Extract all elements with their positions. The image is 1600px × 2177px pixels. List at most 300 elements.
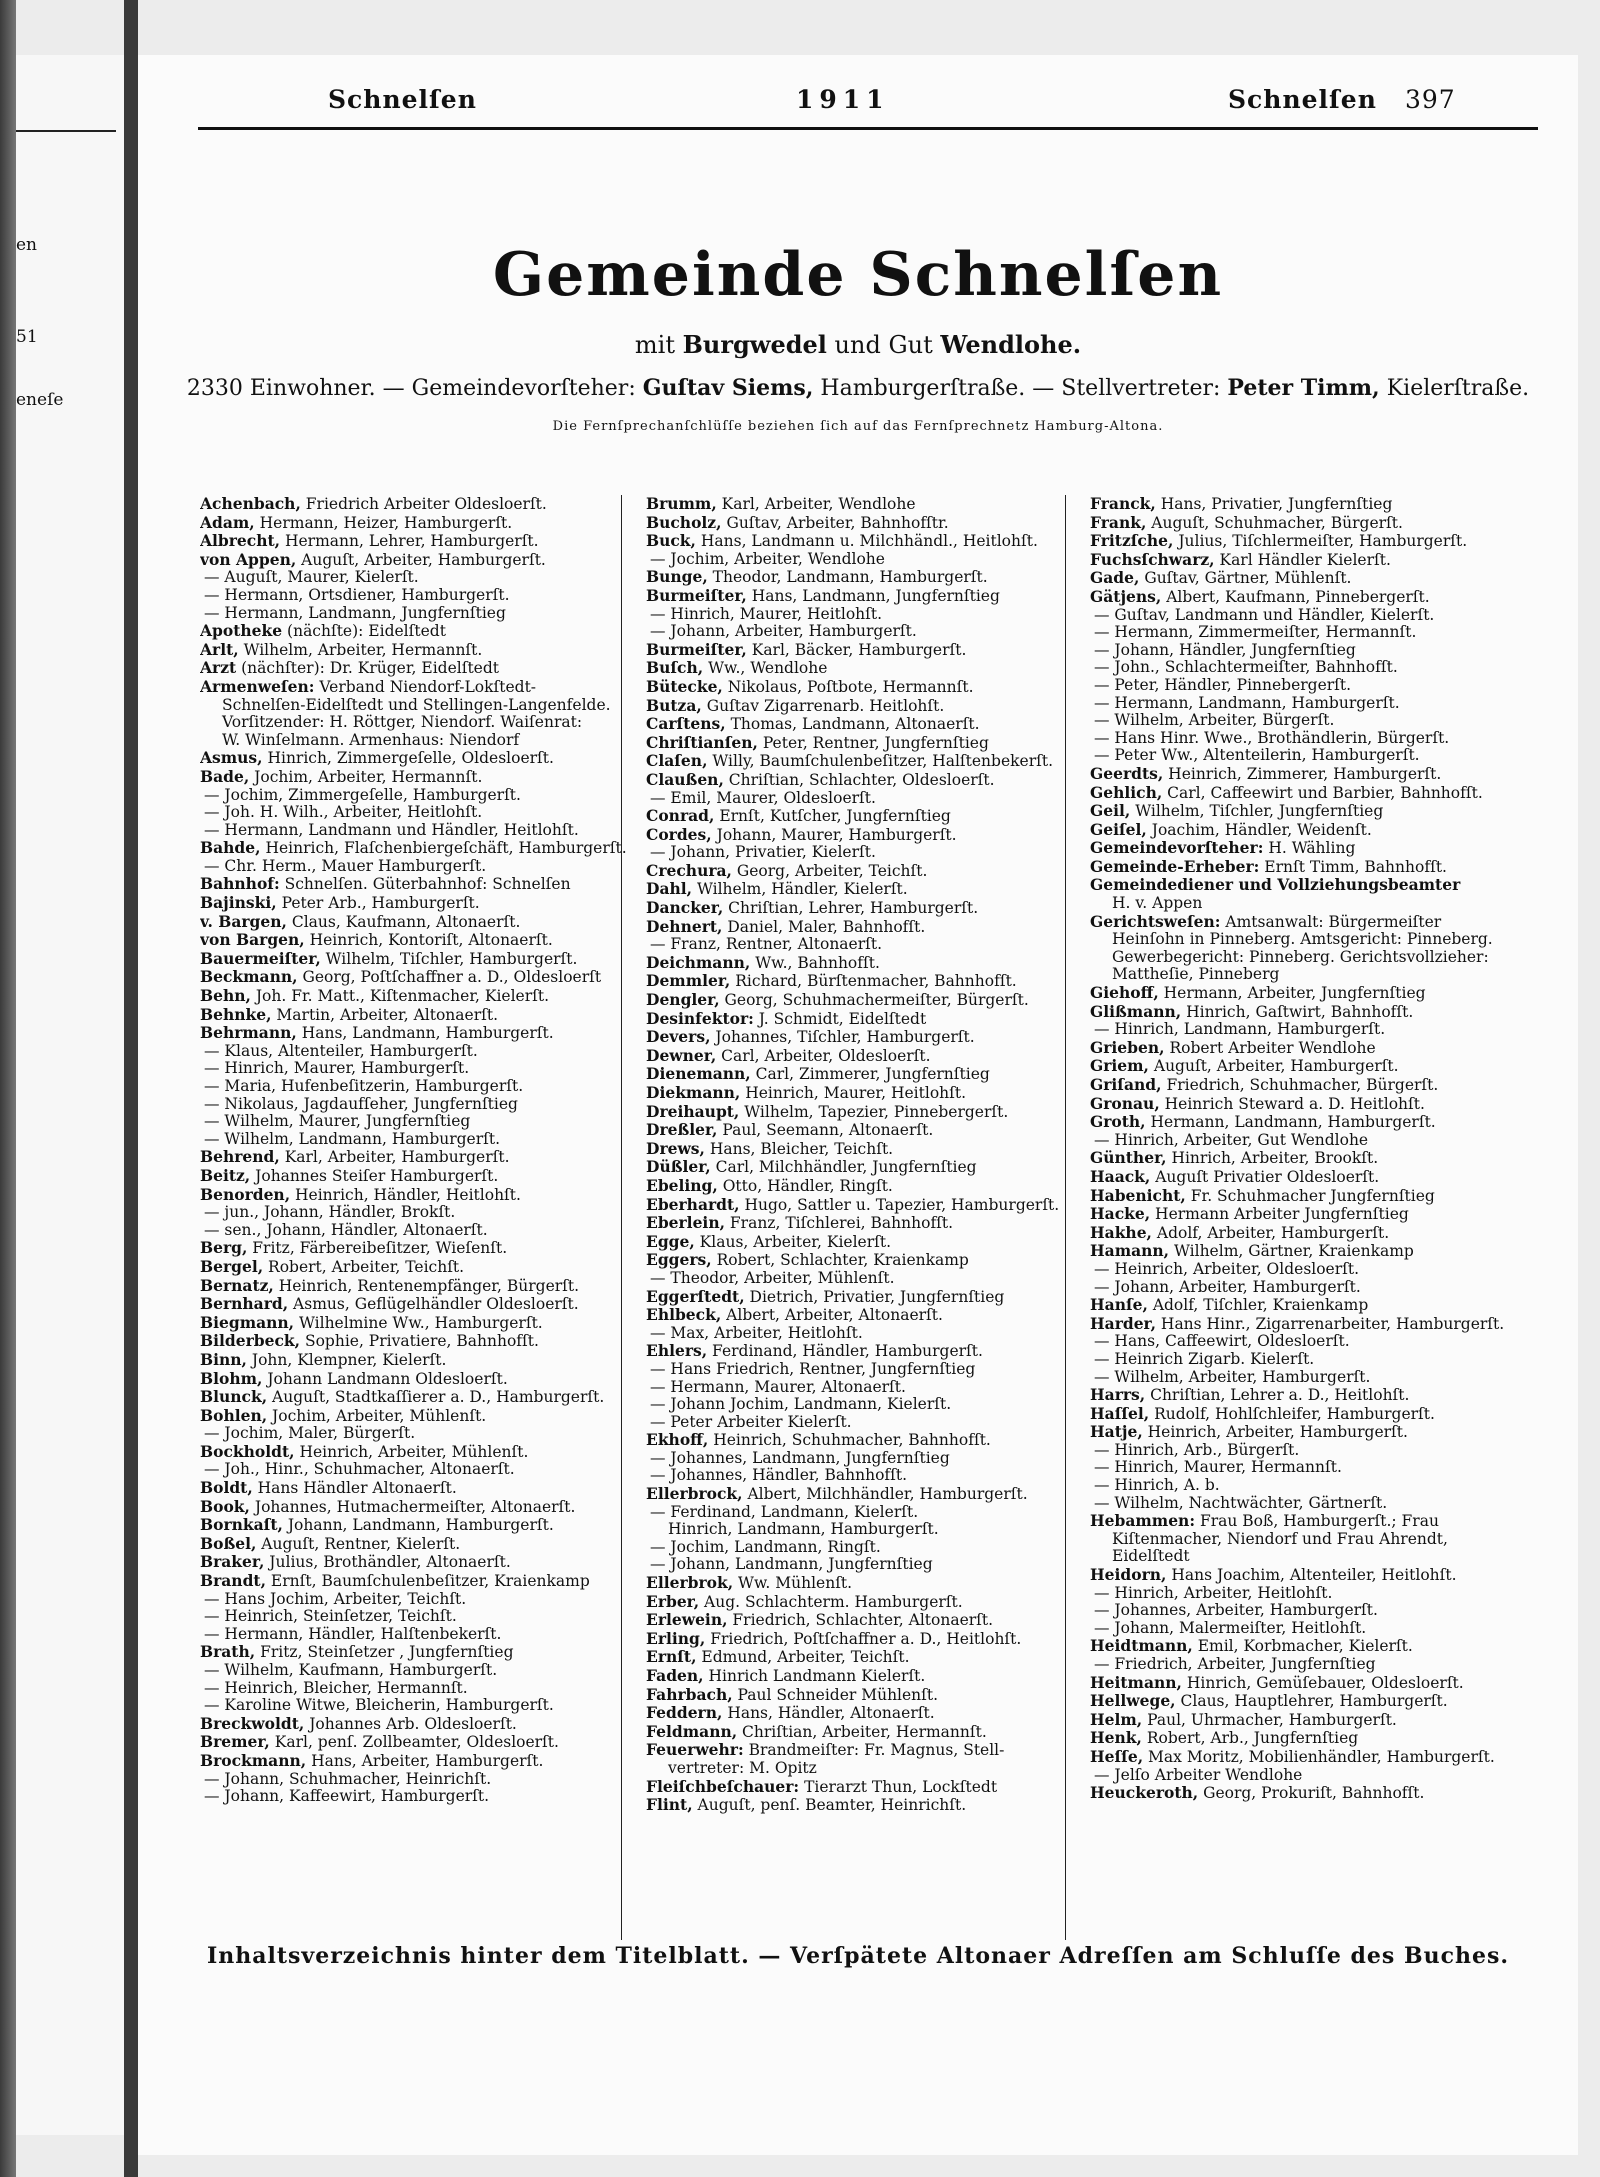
entry-details: Brandmeiſter: Fr. Magnus, Stell- [743,1741,1005,1760]
entry-details: — Johann, Händler, Jungfernſtieg [1094,641,1356,659]
directory-column-2 [646,495,1076,1815]
entry-name: Faden, [646,1667,704,1685]
entry-details: Albert, Kaufmann, Pinnebergerſt. [1161,587,1430,606]
directory-entry [200,1167,630,1186]
directory-entry [200,697,630,715]
directory-entry [646,495,1076,514]
entry-details: Auguſt, Arbeiter, Hamburgerſt. [1148,1057,1399,1076]
entry-details: — Franz, Rentner, Altonaerſt. [650,936,883,954]
entry-details: Paul Schneider Mühlenſt. [732,1685,939,1704]
directory-entry [1090,1187,1530,1206]
entry-details: — John., Schlachtermeiſter, Bahnhofſt. [1094,659,1398,677]
directory-entry [646,1270,1076,1288]
directory-page [138,55,1578,2155]
entry-name: Asmus, [200,749,263,768]
directory-entry [1090,607,1530,625]
entry-details: — Nikolaus, Jagdaufſeher, Jungfernſtieg [204,1095,518,1113]
directory-entry [646,551,1076,569]
entry-details: Wilhelm, Händler, Kielerſt. [692,880,908,899]
entry-details: — Maria, Hufenbeſitzerin, Hamburgerſt. [204,1078,524,1095]
directory-entry [1090,1495,1530,1513]
entry-details: Wilhelm, Gärtner, Kraienkamp [1169,1242,1414,1261]
entry-details: Carl, Caffeewirt und Barbier, Bahnhofſt. [1162,783,1483,802]
entry-name: Braker, [200,1553,265,1572]
directory-entry [1090,1224,1530,1243]
entry-name: Biegmann, [200,1313,295,1332]
entry-name: Bunge, [646,568,708,587]
entry-details: — Chr. Herm., Mauer Hamburgerſt. [204,857,487,875]
directory-entry [646,734,1076,753]
entry-details: — Wilhelm, Maurer, Jungfernſtieg [204,1113,471,1131]
entry-details: Johann, Maurer, Hamburgerſt. [711,825,957,844]
entry-details: Hinrich Landmann Kielerſt. [703,1667,926,1685]
directory-entry [646,1140,1076,1159]
entry-details: Hinrich, Zimmergeſelle, Oldesloerſt. [262,749,554,768]
directory-entry [646,826,1076,845]
directory-entry [200,1388,630,1407]
entry-name: Ellerbrok, [646,1574,734,1593]
directory-entry [1090,1261,1530,1279]
entry-name: Bergel, [200,1257,264,1276]
directory-entry [646,771,1076,790]
entry-details: Friedrich, Poſtſchaffner a. D., Heitlohſt. [705,1629,1022,1648]
entry-details: — Peter, Händler, Pinnebergerſt. [1094,676,1352,694]
directory-entry [646,972,1076,991]
entry-details: Chriſtian, Lehrer, Hamburgerſt. [723,899,979,918]
entry-name: Behnke, [200,1005,272,1024]
entry-name: Hacke, [1090,1205,1151,1224]
entry-details: Wilhelm, Arbeiter, Hermannſt. [238,640,483,659]
entry-name: Günther, [1090,1149,1167,1168]
directory-entry [646,1288,1076,1307]
entry-details: — Johann, Malermeiſter, Heitlohſt. [1094,1619,1367,1637]
entry-name: Bernhard, [200,1295,289,1314]
entry-details: Klaus, Arbeiter, Kielerſt. [694,1232,892,1251]
entry-details: Friedrich, Schlachter, Altonaerſt. [727,1611,994,1630]
directory-entry [646,1047,1076,1066]
entry-name: Deichmann, [646,953,751,972]
entry-name: Carſtens, [646,715,726,734]
entry-name: Ehlbeck, [646,1306,722,1325]
directory-entry [646,1414,1076,1432]
entry-details: Tierarzt Thun, Lockſtedt [799,1777,998,1796]
entry-details: Karl, Arbeiter, Hamburgerſt. [279,1148,510,1167]
directory-entry [200,1043,630,1061]
entry-details: Karl, penſ. Zollbeamter, Oldesloerſt. [269,1733,559,1752]
directory-entry [646,1704,1076,1723]
entry-name: Boldt, [200,1479,253,1498]
entry-name: Beitz, [200,1166,251,1185]
directory-entry [200,839,630,858]
entry-details: Joachim, Händler, Weidenſt. [1146,820,1372,839]
entry-details: Hinrich, Gemüſebauer, Oldesloerſt. [1181,1673,1464,1692]
entry-details: — Wilhelm, Arbeiter, Bürgerſt. [1094,712,1335,730]
header-rule [198,127,1538,130]
directory-entry [1090,1423,1530,1442]
entry-details: — Jochim, Arbeiter, Wendlohe [650,550,885,568]
directory-entry [200,605,630,623]
directory-entry [200,822,630,840]
entry-details: — Theodor, Arbeiter, Mühlenſt. [650,1269,895,1287]
entry-name: Bajinski, [200,894,277,913]
directory-entry [1090,1784,1530,1803]
directory-entry [200,1258,630,1277]
directory-entry [1090,1386,1530,1405]
entry-name: Bucholz, [646,513,722,532]
entry-name: Griem, [1090,1057,1149,1076]
directory-entry [646,1648,1076,1667]
entry-name: Groth, [1090,1113,1146,1132]
previous-page-rule [16,130,116,132]
entry-details: — Hinrich, Arbeiter, Gut Wendlohe [1094,1131,1369,1149]
entry-name: Eberlein, [646,1214,725,1233]
entry-details: (nächſter): Dr. Krüger, Eidelſtedt [236,659,499,678]
entry-details: Robert, Arbeiter, Teichſt. [263,1257,465,1276]
entry-name: Fuchsſchwarz, [1090,550,1215,569]
directory-entry [1090,876,1530,895]
entry-details: H. v. Appen [1112,895,1203,913]
directory-entry [200,1096,630,1114]
directory-entry [200,714,630,732]
entry-details: Auguſt, Schuhmacher, Bürgerſt. [1146,513,1403,532]
directory-entry [646,1574,1076,1593]
directory-entry [1090,1296,1530,1315]
entry-name: Bade, [200,767,250,786]
entry-details: Hans, Händler, Altonaerſt. [722,1704,935,1723]
entry-details: Georg, Schuhmachermeiſter, Bürgerſt. [719,991,1029,1010]
entry-name: Claſen, [646,752,708,771]
entry-name: Ebeling, [646,1176,718,1195]
entry-details: Theodor, Landmann, Hamburgerſt. [707,568,988,587]
entry-name: Breckwoldt, [200,1714,305,1733]
entry-details: — Hinrich, Arb., Bürgerſt. [1094,1441,1300,1459]
entry-details: Hermann, Arbeiter, Jungfernſtieg [1158,984,1426,1003]
directory-entry [1090,1242,1530,1261]
entry-details: — Hinrich, Maurer, Heitlohſt. [650,605,883,623]
entry-name: Buſch, [646,659,704,678]
directory-entry [646,1504,1076,1522]
entry-details: Heinrich, Maurer, Heitlohſt. [740,1084,967,1102]
entry-name: Blunck, [200,1388,268,1407]
directory-entry [200,1771,630,1789]
entry-name: Düßler, [646,1158,711,1177]
directory-entry [1090,1656,1530,1674]
entry-name: Cordes, [646,825,712,844]
directory-entry [1090,966,1530,984]
directory-entry [1090,1566,1530,1585]
entry-details: Edmund, Arbeiter, Teichſt. [696,1648,910,1667]
directory-entry [646,568,1076,587]
entry-name: Fleiſchbeſchauer: [646,1777,800,1796]
entry-name: Claußen, [646,770,724,789]
entry-name: Dewner, [646,1046,717,1065]
entry-details: Hans, Landmann u. Milchhändl., Heitlohſt. [695,532,1038,551]
directory-entry [1090,642,1530,660]
entry-name: Bremer, [200,1733,270,1752]
entry-name: Benorden, [200,1185,291,1204]
directory-entry [1090,1585,1530,1603]
directory-entry [646,606,1076,624]
entry-name: Heſſe, [1090,1747,1144,1766]
directory-entry [1090,984,1530,1003]
entry-details: Hugo, Sattler u. Tapezier, Hamburgerſt. [739,1195,1060,1214]
entry-details: — Ferdinand, Landmann, Kielerſt. [650,1503,919,1521]
directory-entry [1090,1021,1530,1039]
entry-details: Wilhelm, Tiſchler, Hamburgerſt. [320,949,578,968]
book-gutter [124,0,138,2177]
entry-name: Hebammen: [1090,1512,1196,1531]
entry-details: Amtsanwalt: Bürgermeiſter [1220,912,1442,931]
scan-margin-right [1578,0,1600,2177]
entry-details: Hermann, Heizer, Hamburgerſt. [254,513,513,532]
entry-name: Harder, [1090,1314,1156,1333]
entry-details: Fritz, Steinſetzer , Jungfernſtieg [255,1643,514,1662]
entry-details: — jun., Johann, Händler, Brokſt. [204,1204,456,1222]
directory-entry [200,1204,630,1222]
directory-entry [1090,895,1530,913]
entry-details: Schnelſen-Eidelſtedt und Stellingen-Langenfelde. [222,696,611,714]
entry-details: — Hermann, Händler, Halſtenbekerſt. [204,1625,502,1643]
directory-entry [200,1186,630,1205]
entry-details: Hermann, Landmann, Hamburgerſt. [1145,1113,1436,1132]
entry-details: Auguſt, Stadtkaſſierer a. D., Hamburgerſt. [267,1388,605,1407]
previous-page-fragment: 51 [16,327,38,347]
entry-name: Dengler, [646,991,720,1010]
directory-entry [200,1006,630,1025]
directory-entry [1090,1729,1530,1748]
directory-entry [200,659,630,678]
head-name: Guſtav Siems, [642,375,814,401]
entry-name: Binn, [200,1350,247,1369]
entry-details: — Wilhelm, Landmann, Hamburgerſt. [204,1130,501,1148]
directory-entry [1090,1548,1530,1566]
entry-name: Bauermeiſter, [200,949,321,968]
directory-entry [1090,730,1530,748]
entry-name: Bahde, [200,839,261,858]
entry-details: Heinrich, Arbeiter, Mühlenſt. [294,1442,529,1461]
column-divider [1065,495,1066,1940]
entry-details: Johannes, Hutmachermeiſter, Altonaerſt. [249,1497,576,1516]
directory-entry [1090,1512,1530,1531]
entry-details: Auguſt Privatier Oldesloerſt. [1150,1167,1380,1186]
telephone-note: Die Fernſprechanſchlüſſe beziehen ſich auf das Fernſprechnetz Hamburg-Altona. [552,419,1164,434]
entry-details: Heinrich Steward a. D. Heitlohſt. [1159,1094,1425,1113]
entry-details: — Johann, Privatier, Kielerſt. [650,844,876,862]
directory-entry [646,641,1076,660]
entry-details: Paul, Seemann, Altonaerſt. [717,1121,934,1140]
entry-details: Julius, Brothändler, Altonaerſt. [264,1553,511,1572]
directory-entry [1090,1369,1530,1387]
directory-entry [646,1379,1076,1397]
entry-details: Georg, Arbeiter, Teichſt. [731,861,928,880]
directory-entry [200,894,630,913]
entry-details: Asmus, Geflügelhändler Oldesloerſt. [288,1295,579,1314]
directory-entry [646,1611,1076,1630]
entry-name: Hakhe, [1090,1223,1152,1242]
directory-entry [646,1630,1076,1649]
directory-entry [1090,712,1530,730]
directory-entry [1090,949,1530,967]
directory-entry [646,1010,1076,1029]
directory-entry [1090,1315,1530,1334]
entry-details: — Hermann, Ortsdiener, Hamburgerſt. [204,586,510,604]
entry-details: Hans, Arbeiter, Hamburgerſt. [306,1751,544,1770]
entry-details: — Johann, Landmann, Jungfernſtieg [650,1556,933,1574]
directory-entry [1090,802,1530,821]
directory-entry [200,732,630,750]
directory-entry [200,1461,630,1479]
directory-entry [200,968,630,987]
entry-details: — Hinrich, Landmann, Hamburgerſt. [1094,1021,1386,1039]
entry-name: Frank, [1090,513,1147,532]
info-suffix: Kielerſtraße. [1386,376,1530,401]
entry-details: — Hinrich, Arbeiter, Heitlohſt. [1094,1584,1333,1602]
entry-details: Adolf, Arbeiter, Hamburgerſt. [1151,1223,1390,1242]
directory-entry [200,749,630,768]
entry-details: Auguſt, penſ. Beamter, Heinrichſt. [692,1796,967,1815]
entry-details: Hans Hinr., Zigarrenarbeiter, Hamburgerſt. [1156,1314,1505,1333]
directory-entry [1090,1057,1530,1076]
entry-name: Gronau, [1090,1094,1160,1113]
directory-entry [200,622,630,641]
entry-name: Armenweſen: [200,677,315,696]
entry-name: Hanſe, [1090,1296,1148,1315]
entry-name: Bockholdt, [200,1442,295,1461]
entry-details: Ww., Wendlohe [703,659,828,678]
entry-details: Albert, Milchhändler, Hamburgerſt. [742,1485,1028,1504]
entry-details: Ernſt, Kutſcher, Jungfernſtieg [714,807,951,826]
entry-name: Dancker, [646,899,724,918]
directory-entry [1090,1602,1530,1620]
entry-name: Dienemann, [646,1065,751,1084]
entry-name: Feddern, [646,1704,723,1723]
running-head-right: Schnelſen [1228,85,1377,114]
entry-name: Achenbach, [200,495,301,513]
directory-entry [1090,1351,1530,1369]
directory-entry [646,1325,1076,1343]
population-info-line [138,375,1578,401]
directory-entry [646,1214,1076,1233]
entry-name: Demmler, [646,972,731,991]
entry-details: — Johann, Arbeiter, Hamburgerſt. [1094,1278,1361,1296]
entry-details: Hans Joachim, Altenteiler, Heitlohſt. [1166,1566,1457,1585]
directory-entry [200,1295,630,1314]
directory-entry [200,587,630,605]
directory-entry [200,1443,630,1462]
entry-details: — Hermann, Landmann, Jungfernſtieg [204,604,506,622]
entry-name: Erlewein, [646,1611,728,1630]
entry-details: Johannes Steiſer Hamburgerſt. [250,1166,499,1185]
page-subtitle [138,330,1578,359]
entry-name: Heidtmann, [1090,1637,1193,1656]
directory-entry [646,1796,1076,1815]
entry-name: Gätjens, [1090,587,1162,606]
directory-entry [646,659,1076,678]
directory-column-1 [200,495,630,1806]
entry-details: — Heinrich, Steinſetzer, Teichſt. [204,1608,457,1626]
entry-details: — Johann, Arbeiter, Hamburgerſt. [650,623,917,641]
entry-details: — Hans Hinr. Wwe., Brothändlerin, Bürgerſt. [1094,729,1450,747]
directory-entry [200,1733,630,1752]
info-mid: Hamburgerſtraße. — Stellvertreter: [820,376,1221,401]
entry-details: Peter Arb., Hamburgerſt. [276,894,480,913]
entry-details: Johann, Landmann, Hamburgerſt. [282,1516,554,1535]
entry-details: — Karoline Witwe, Bleicherin, Hamburgerſt. [204,1697,554,1715]
entry-name: Chriſtianſen, [646,733,758,752]
directory-entry [1090,1674,1530,1693]
directory-entry [200,950,630,969]
directory-entry [1090,839,1530,858]
directory-entry [646,1177,1076,1196]
directory-entry [200,1498,630,1517]
entry-name: Ekhoff, [646,1431,709,1450]
entry-name: Gehlich, [1090,783,1163,802]
entry-details: — Peter Arbeiter Kielerſt. [650,1413,852,1431]
entry-details: Richard, Bürſtenmacher, Bahnhofſt. [730,972,1017,991]
directory-entry [1090,1113,1530,1132]
entry-name: Behrmann, [200,1024,297,1043]
directory-entry [1090,695,1530,713]
entry-details: Wilhelmine Ww., Hamburgerſt. [294,1313,543,1332]
directory-entry [200,1148,630,1167]
directory-entry [646,1065,1076,1084]
entry-name: Ernſt, [646,1648,697,1667]
directory-entry [646,1306,1076,1325]
directory-entry [1090,931,1530,949]
entry-details: Jochim, Arbeiter, Hermannſt. [249,767,483,786]
entry-details: — Hinrich, Maurer, Hamburgerſt. [204,1060,470,1078]
subtitle-und: und Gut [834,331,933,359]
directory-entry [646,1361,1076,1379]
entry-name: Crechura, [646,861,732,880]
entry-name: Arlt, [200,640,239,659]
directory-entry [646,1741,1076,1760]
entry-details: Chriſtian, Lehrer a. D., Heitlohſt. [1145,1386,1410,1405]
directory-entry [646,1521,1076,1539]
entry-name: Gerichtsweſen: [1090,912,1221,931]
entry-details: Julius, Tiſchlermeiſter, Hamburgerſt. [1173,532,1468,551]
entry-details: Jochim, Arbeiter, Mühlenſt. [267,1406,487,1425]
entry-details: Chriſtian, Arbeiter, Hermannſt. [737,1722,987,1741]
directory-entry [200,1131,630,1149]
entry-details: — Auguſt, Maurer, Kielerſt. [204,569,419,587]
entry-details: Sophie, Privatiere, Bahnhofſt. [300,1332,539,1351]
entry-details: — Joh. H. Wilh., Arbeiter, Heitlohſt. [204,804,483,822]
directory-entry [200,1553,630,1572]
directory-entry [1090,821,1530,840]
entry-details: Hans Händler Altonaerſt. [252,1479,457,1498]
directory-entry [1090,1168,1530,1187]
entry-name: Diekmann, [646,1084,741,1102]
directory-entry [646,1667,1076,1686]
entry-details: — Jochim, Maler, Bürgerſt. [204,1425,416,1443]
entry-name: Geerdts, [1090,764,1164,783]
directory-entry [646,1342,1076,1361]
entry-details: Auguſt, Arbeiter, Hamburgerſt. [296,550,546,569]
entry-details: — Heinrich, Bleicher, Hermannſt. [204,1679,468,1697]
entry-name: Butza, [646,696,702,715]
previous-page-fragment: eneſe [16,390,64,410]
entry-name: Behrend, [200,1148,280,1167]
directory-entry [200,1516,630,1535]
entry-name: Eggerſtedt, [646,1287,745,1306]
directory-entry [200,1752,630,1771]
directory-entry [200,569,630,587]
directory-entry [200,1479,630,1498]
entry-name: Devers, [646,1028,711,1047]
directory-entry [646,991,1076,1010]
entry-name: Book, [200,1497,250,1516]
